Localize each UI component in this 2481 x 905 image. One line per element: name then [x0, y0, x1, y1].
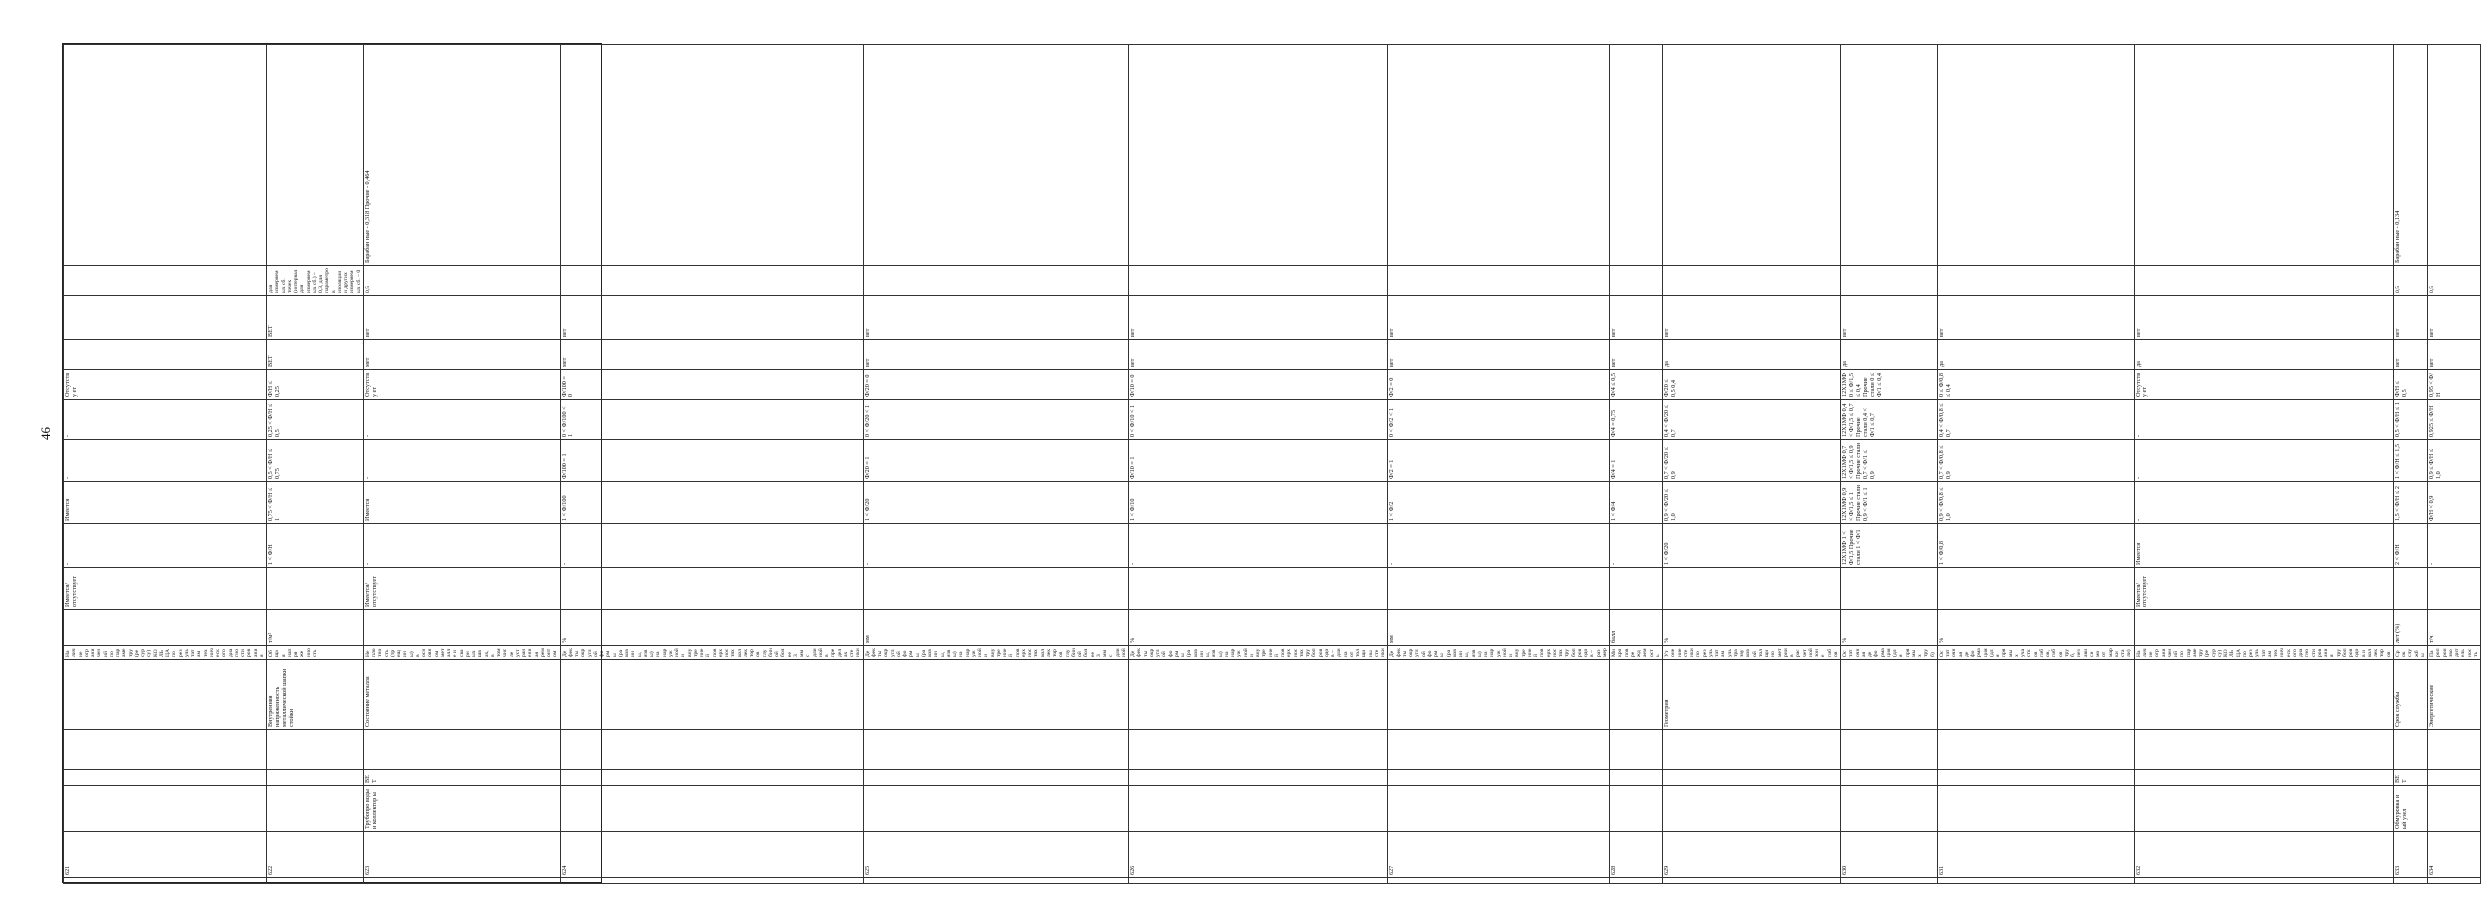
cell-c1	[1663, 568, 1841, 610]
cell-object	[1388, 770, 1610, 786]
cell-c3: Имеется	[363, 482, 560, 524]
row-spacer	[64, 878, 267, 884]
row-spacer	[1937, 878, 2134, 884]
cell-param: Срок службы	[2393, 646, 2427, 660]
cell-c7: да	[1841, 340, 1938, 370]
cell-mark	[363, 730, 560, 770]
cell-c8: вет	[363, 296, 560, 340]
cell-c8: вет	[560, 296, 863, 340]
cell-c1	[560, 568, 863, 610]
cell-c3: 0,9 < Ф/20 ≤ 1,0	[1663, 482, 1841, 524]
cell-c10	[1129, 45, 1388, 266]
cell-c3: 1 < Ф/2	[1388, 482, 1610, 524]
row-spacer	[363, 878, 560, 884]
cell-c9	[1388, 266, 1610, 296]
cell-c10	[1841, 45, 1938, 266]
cell-c2: 1 < Ф/Н	[267, 524, 364, 568]
cell-c1: Имеется/ отсутствует	[2134, 568, 2393, 610]
row-spacer	[267, 878, 364, 884]
cell-c9	[1937, 266, 2134, 296]
row-spacer	[1388, 878, 1610, 884]
cell-c10	[267, 45, 364, 266]
cell-c5: -	[363, 400, 560, 440]
cell-param: Неплотность (трещины) в основном металле и сварных швах, в том числе устраненная ремонтом	[363, 646, 560, 660]
cell-c9	[1841, 266, 1938, 296]
cell-group	[560, 786, 863, 832]
cell-c5: 0 < Ф/2 < 1	[1388, 400, 1610, 440]
cell-mark	[2393, 730, 2427, 770]
cell-c7: да	[2134, 340, 2393, 370]
table-row	[1937, 45, 2134, 884]
table-row	[64, 45, 267, 884]
cell-section: Геометрия	[1663, 660, 1841, 730]
cell-c10: Барабан ные - 0,134	[2393, 45, 2427, 266]
cell-c8: вет	[863, 296, 1129, 340]
row-spacer	[1610, 878, 1663, 884]
cell-c4: 0,7 < Ф/0,8 ≤ 0,9	[1937, 440, 2134, 482]
cell-object	[1129, 770, 1388, 786]
cell-num: 625	[863, 832, 1129, 878]
cell-c6: Ф/2 = 0	[1388, 370, 1610, 400]
cell-param: Дефекты округлой формы (раковины, язвы) на наружной и внутренней поверхностях коллекторов глубиной более 3 мм с длиной в пределах стенки	[560, 646, 863, 660]
cell-num: 622	[267, 832, 364, 878]
cell-c10	[1388, 45, 1610, 266]
cell-c1	[2393, 568, 2427, 610]
cell-c6: 0,95 < Ф/Н	[2428, 370, 2481, 400]
cell-c5: 0,925 ≤ Ф/Н	[2428, 400, 2481, 440]
cell-group	[1388, 786, 1610, 832]
cell-c4: 0,7 < Ф/20 ≤ 0,9	[1663, 440, 1841, 482]
cell-group	[1841, 786, 1938, 832]
cell-c8: вет	[1841, 296, 1938, 340]
cell-c1	[1129, 568, 1388, 610]
cell-mark	[863, 730, 1129, 770]
row-spacer	[2134, 878, 2393, 884]
cell-object	[2428, 770, 2481, 786]
cell-c1	[1610, 568, 1663, 610]
cell-num: 630	[1841, 832, 1938, 878]
cell-c3: 0,9 < Ф/0,8 ≤ 1,0	[1937, 482, 2134, 524]
cell-c6: Ф/100 = 0	[560, 370, 863, 400]
cell-c2: -	[560, 524, 863, 568]
cell-c5: Ф/4 = 0,75	[1610, 400, 1663, 440]
cell-c6: Отсутству ет	[363, 370, 560, 400]
cell-c4: -	[363, 440, 560, 482]
cell-c9: 0,5	[2428, 266, 2481, 296]
row-spacer	[2393, 878, 2427, 884]
cell-unit: т/ч	[2428, 610, 2481, 646]
cell-c6: Отсутству ет	[2134, 370, 2393, 400]
cell-num: 623	[363, 832, 560, 878]
cell-param: Утонение стенки по результатам ультразвуковой толщинометрии в расчетной зоне гибов	[1663, 646, 1841, 660]
cell-c3: Имеется	[64, 482, 267, 524]
cell-c4: 0,5 < Ф/Н ≤ 0,75	[267, 440, 364, 482]
cell-c10	[2428, 45, 2481, 266]
cell-num: 624	[560, 832, 863, 878]
cell-unit: мм	[863, 610, 1129, 646]
cell-c8: ВЕТ	[267, 296, 364, 340]
table-row	[1610, 45, 1663, 884]
cell-c4: -	[2134, 440, 2393, 482]
cell-num: 627	[1388, 832, 1610, 878]
criteria-table	[63, 44, 2481, 884]
cell-c6: Ф/10 = 0	[1129, 370, 1388, 400]
cell-section	[2134, 660, 2393, 730]
cell-group: Обмуровка и ый узел	[2393, 786, 2427, 832]
cell-c2: -	[1388, 524, 1610, 568]
cell-mark	[1129, 730, 1388, 770]
cell-c4: Ф/100 = 1	[560, 440, 863, 482]
cell-num: 631	[1937, 832, 2134, 878]
cell-c2: -	[1129, 524, 1388, 568]
cell-group	[1937, 786, 2134, 832]
cell-c2: -	[863, 524, 1129, 568]
rotated-table-container	[63, 44, 2479, 884]
cell-section	[1841, 660, 1938, 730]
cell-c8: вет	[1663, 296, 1841, 340]
cell-c2: 12Х1МФ 1 < Ф/1,5 Прочие стали 1 < Ф/1	[1841, 524, 1938, 568]
cell-c3: 1 < Ф/10	[1129, 482, 1388, 524]
cell-c7: вет	[1610, 340, 1663, 370]
cell-c7: да	[1663, 340, 1841, 370]
cell-section	[1610, 660, 1663, 730]
page-number: 46	[38, 427, 53, 440]
cell-c7: вет	[1388, 340, 1610, 370]
cell-unit: %	[1841, 610, 1938, 646]
cell-c7: ВЕТ	[267, 340, 364, 370]
table-row	[363, 45, 560, 884]
cell-c9	[1663, 266, 1841, 296]
table-row	[1129, 45, 1388, 884]
cell-c10	[863, 45, 1129, 266]
cell-c7: да	[1937, 340, 2134, 370]
cell-object	[560, 770, 863, 786]
cell-section	[560, 660, 863, 730]
cell-c9	[560, 266, 863, 296]
cell-unit: балл	[1610, 610, 1663, 646]
cell-c3: Ф/Н < 0,9	[2428, 482, 2481, 524]
cell-object: ВЕТ	[363, 770, 560, 786]
cell-c10	[560, 45, 863, 266]
cell-num: 626	[1129, 832, 1388, 878]
table-row	[267, 45, 364, 884]
cell-c3: 12Х1МФ 0,9 < Ф/1,5 ≤ 1 Прочие стали 0,9 < Ф/1 ≤ 1	[1841, 482, 1938, 524]
cell-c4: 0,9 ≤ Ф/Н ≤ 1,0	[2428, 440, 2481, 482]
table-row	[2428, 45, 2481, 884]
cell-mark	[1663, 730, 1841, 770]
cell-c10	[1610, 45, 1663, 266]
cell-c10	[64, 45, 267, 266]
cell-mark	[1937, 730, 2134, 770]
cell-c5: 0 < Ф/100 < 1	[560, 400, 863, 440]
cell-c9	[2134, 266, 2393, 296]
table-row	[863, 45, 1129, 884]
cell-c1: Имеется/ отсутствует	[363, 568, 560, 610]
cell-group	[1129, 786, 1388, 832]
cell-c6: Ф/4 ≤ 0,5	[1610, 370, 1663, 400]
cell-section	[1129, 660, 1388, 730]
cell-unit: %	[1129, 610, 1388, 646]
cell-object: ВЕТ	[2393, 770, 2427, 786]
cell-group	[64, 786, 267, 832]
cell-unit	[64, 610, 267, 646]
cell-unit: %	[560, 610, 863, 646]
cell-c4: Ф/2 = 1	[1388, 440, 1610, 482]
cell-c5: -	[2134, 400, 2393, 440]
cell-c1: Имеется/ отсутствует	[64, 568, 267, 610]
cell-section	[64, 660, 267, 730]
cell-object	[1610, 770, 1663, 786]
cell-group	[1610, 786, 1663, 832]
table-row	[560, 45, 863, 884]
cell-mark	[64, 730, 267, 770]
row-spacer	[863, 878, 1129, 884]
cell-mark	[1610, 730, 1663, 770]
cell-c4: Ф/10 = 1	[1129, 440, 1388, 482]
cell-c3: 1 < Ф/20	[863, 482, 1129, 524]
cell-object	[64, 770, 267, 786]
cell-c8: вет	[1937, 296, 2134, 340]
cell-c7: мет	[363, 340, 560, 370]
cell-section	[863, 660, 1129, 730]
cell-group	[1663, 786, 1841, 832]
cell-c6: Ф/20 ≤ 0,5 0,4	[1663, 370, 1841, 400]
cell-c4: Ф/4 = 1	[1610, 440, 1663, 482]
cell-c8: вет	[2428, 296, 2481, 340]
cell-c9	[1129, 266, 1388, 296]
row-spacer	[2428, 878, 2481, 884]
cell-object	[1937, 770, 2134, 786]
cell-unit: лет (%)	[2393, 610, 2427, 646]
table-frame	[62, 43, 2479, 883]
cell-c3: 0,75 < Ф/Н ≤ 1	[267, 482, 364, 524]
cell-section: Энергетические	[2428, 660, 2481, 730]
cell-c2: Имеется	[2134, 524, 2393, 568]
cell-c8: вет	[1610, 296, 1663, 340]
cell-c7: мет	[560, 340, 863, 370]
cell-c7: вет	[863, 340, 1129, 370]
cell-c10	[1937, 45, 2134, 266]
cell-unit: т/м²	[267, 610, 364, 646]
cell-c2: 1 < Ф/20	[1663, 524, 1841, 568]
cell-c2: -	[64, 524, 267, 568]
cell-c6: Отсутству ет	[64, 370, 267, 400]
table-row	[2134, 45, 2393, 884]
cell-param: Остаточная деформация (для прямых труб)	[1841, 646, 1938, 660]
cell-c9: 0,5	[363, 266, 560, 296]
cell-num: 633	[2393, 832, 2427, 878]
cell-param: Микроповреждаемость	[1610, 646, 1663, 660]
cell-c8	[64, 296, 267, 340]
cell-c1	[267, 568, 364, 610]
cell-c1	[1841, 568, 1938, 610]
cell-object	[2134, 770, 2393, 786]
cell-c9	[64, 266, 267, 296]
cell-section: Внутренняя напряженность металлической шапки стойки	[267, 660, 364, 730]
cell-num: 634	[2428, 832, 2481, 878]
cell-object	[1841, 770, 1938, 786]
cell-num: 621	[64, 832, 267, 878]
cell-c8: вет	[2393, 296, 2427, 340]
cell-section	[1937, 660, 2134, 730]
cell-group	[863, 786, 1129, 832]
row-spacer	[1663, 878, 1841, 884]
table-row	[1841, 45, 1938, 884]
table-row	[2393, 45, 2427, 884]
cell-c8: вет	[1388, 296, 1610, 340]
cell-c4: 1 < Ф/Н ≤ 1,5	[2393, 440, 2427, 482]
cell-c4: -	[64, 440, 267, 482]
table-row	[1663, 45, 1841, 884]
cell-c7: вет	[2393, 340, 2427, 370]
cell-group: Трубопро воды и коллектор ы	[363, 786, 560, 832]
cell-c5: 0,4 < Ф/0,8 ≤ 0,7	[1937, 400, 2134, 440]
cell-c1	[2428, 568, 2481, 610]
cell-c7: вет	[2428, 340, 2481, 370]
cell-c9: для измеряемых сб. точек (интервал для измеряемых сб.) – 0,3, для параметров изоляции и других измеряемых сб. – 0	[267, 266, 364, 296]
cell-num: 628	[1610, 832, 1663, 878]
cell-mark	[2428, 730, 2481, 770]
cell-unit	[2134, 610, 2393, 646]
cell-c4: 12Х1МФ 0,7 < Ф/1,5 ≤ 0,9 Прочие стали 0,7 < Ф/1 ≤ 0,9	[1841, 440, 1938, 482]
cell-c5: 0,5 < Ф/Н ≤ 1	[2393, 400, 2427, 440]
cell-c10: Барабан ные - 0,318 Прочие - 0,464	[363, 45, 560, 266]
cell-mark	[2134, 730, 2393, 770]
cell-mark	[1388, 730, 1610, 770]
cell-param: Дефекты округлой формы (раковины, язвы) на наружной и внутренней поверхностях коллекторов глубиной более 3 мм с длиной	[863, 646, 1129, 660]
cell-c9: 0,5	[2393, 266, 2427, 296]
row-spacer	[1129, 878, 1388, 884]
cell-param: Остаточная деформация (для прямых участков гибов, гибов труб, независимо от марки стали)	[1937, 646, 2134, 660]
cell-c3: 1 < Ф/100	[560, 482, 863, 524]
cell-c5: 0 < Ф/10 < 1	[1129, 400, 1388, 440]
cell-c4: Ф/20 = 1	[863, 440, 1129, 482]
cell-unit: %	[1663, 610, 1841, 646]
cell-c10	[1663, 45, 1841, 266]
cell-section: Срок службы	[2393, 660, 2427, 730]
cell-mark	[1841, 730, 1938, 770]
cell-num: 632	[2134, 832, 2393, 878]
cell-c3: -	[2134, 482, 2393, 524]
cell-group	[2134, 786, 2393, 832]
cell-c2: -	[363, 524, 560, 568]
cell-c2: 1 < Ф/0,8	[1937, 524, 2134, 568]
cell-c1	[1937, 568, 2134, 610]
cell-param: Дефекты округлой формы (раковины, язвы) на наружной и внутренней поверхностях трубопроводов – длина от толщины стенки	[1129, 646, 1388, 660]
row-spacer	[1841, 878, 1938, 884]
cell-c2: -	[1610, 524, 1663, 568]
cell-object	[1663, 770, 1841, 786]
cell-unit: мм	[1388, 610, 1610, 646]
cell-c3: 1,5 < Ф/Н ≤ 2	[2393, 482, 2427, 524]
cell-c5: -	[64, 400, 267, 440]
cell-c5: 0,4 < Ф/20 ≤ 0,7	[1663, 400, 1841, 440]
cell-c10	[2134, 45, 2393, 266]
cell-param: Общая напряженность	[267, 646, 364, 660]
cell-c1	[863, 568, 1129, 610]
cell-c6: 0 ≤ Ф/0,8 ≤ 0,4	[1937, 370, 2134, 400]
cell-c6: Ф/20 = 0	[863, 370, 1129, 400]
cell-c8: вет	[2134, 296, 2393, 340]
cell-param: Паропроизводительность	[2428, 646, 2481, 660]
cell-group	[2428, 786, 2481, 832]
cell-c6: Ф/Н ≤ 0,25	[267, 370, 364, 400]
cell-object	[863, 770, 1129, 786]
cell-param: Дефекты округлой формы (раковины, язвы) на наружной и внутренней поверхностях трубопроводов – размер	[1388, 646, 1610, 660]
cell-c3: 1 < Ф/4	[1610, 482, 1663, 524]
cell-c7	[64, 340, 267, 370]
cell-param: Наличие ограничений по параметру(ресурсу) КОЛЬЦА по результатам технического диагностирования	[64, 646, 267, 660]
cell-unit: %	[1937, 610, 2134, 646]
cell-c7: вет	[1129, 340, 1388, 370]
cell-section: Состояние металла	[363, 660, 560, 730]
row-spacer	[560, 878, 863, 884]
cell-c5: 12Х1МФ 0,4 < Ф/1,5 ≤ 0,7 Прочие стали 0,4 < Ф/1 ≤ 0,7	[1841, 400, 1938, 440]
cell-object	[267, 770, 364, 786]
cell-section	[1388, 660, 1610, 730]
cell-c5: 0,25 < Ф/Н ≤ 0,5	[267, 400, 364, 440]
table-row	[1388, 45, 1610, 884]
cell-c5: 0 < Ф/20 < 1	[863, 400, 1129, 440]
cell-c1	[1388, 568, 1610, 610]
cell-c6: 12Х1МФ 0 ≤ Ф/1,5 ≤ 0,4 Прочие стали 0 ≤ Ф/1 ≤ 0,4	[1841, 370, 1938, 400]
cell-unit	[363, 610, 560, 646]
cell-c9	[1610, 266, 1663, 296]
cell-mark	[560, 730, 863, 770]
cell-param: Наличие ограничений по параметру(ресурсу) КОЛЬЦА по результатам технического диагностирования трубопроводов и коллекторов	[2134, 646, 2393, 660]
cell-mark	[267, 730, 364, 770]
cell-c8: вет	[1129, 296, 1388, 340]
cell-num: 629	[1663, 832, 1841, 878]
cell-group	[267, 786, 364, 832]
cell-c2: 2 < Ф/Н	[2393, 524, 2427, 568]
cell-c2: -	[2428, 524, 2481, 568]
cell-c9	[863, 266, 1129, 296]
cell-c6: Ф/Н ≤ 0,5	[2393, 370, 2427, 400]
